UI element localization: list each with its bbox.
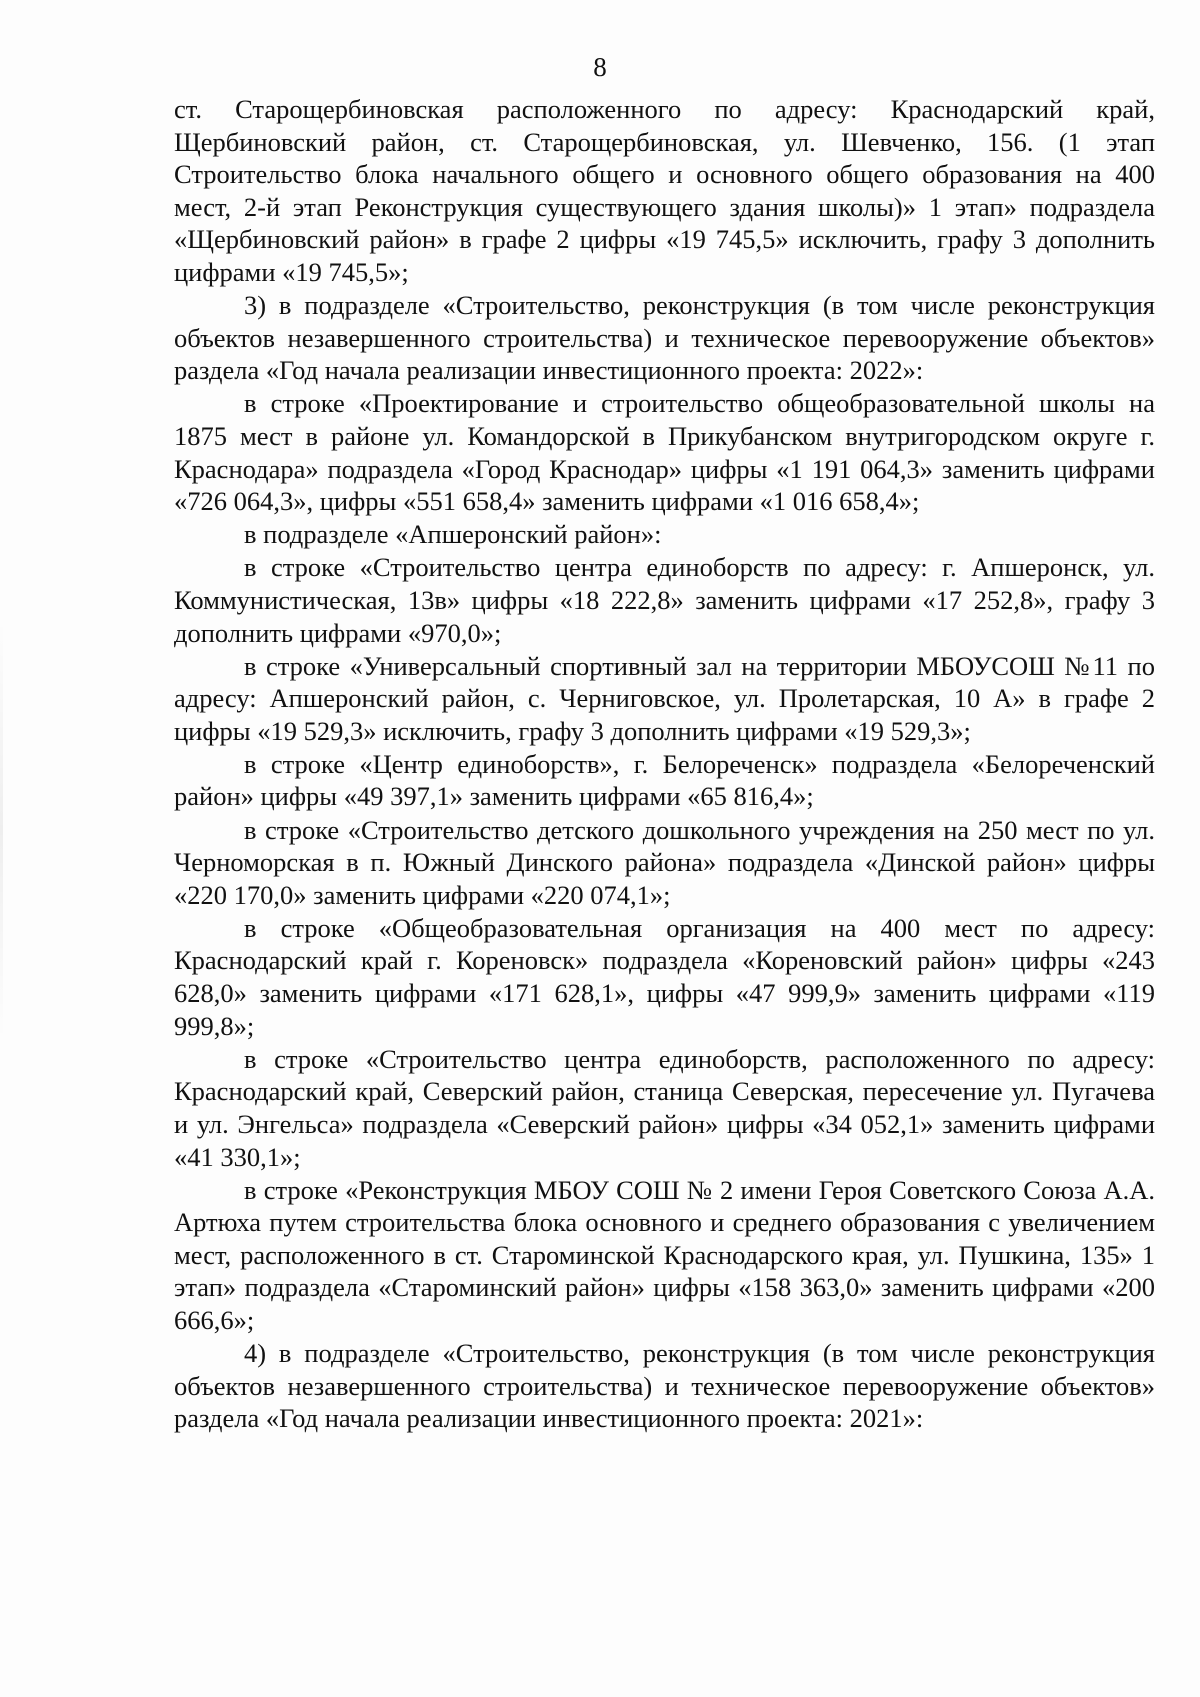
paragraph-item-3: 3) в подразделе «Строительство, реконструкция (в том числе реконструкция объектов незавершенного строительства) и техническое перевооружение объектов» раздела «Год начала реализации инвестиционного проекта: 2022»:	[174, 290, 1155, 386]
paragraph-dinskoy-kindergarten: в строке «Строительство детского дошкольного учреждения на 250 мест по ул. Черноморская в п. Южный Динского района» подраздела «Динской район» цифры «220 170,0» заменить цифрами «220 074,1»;	[174, 814, 1155, 910]
paragraph-universal-sports-hall: в строке «Универсальный спортивный зал на территории МБОУСОШ №11 по адресу: Апшеронский район, с. Черниговское, ул. Пролетарская, 10 А» в графе 2 цифры «19 529,3» исключить, графу 3 дополнить цифрами «19 529,3»;	[174, 650, 1155, 746]
paragraph-seversky-martial-arts: в строке «Строительство центра единоборств, расположенного по адресу: Краснодарский край, Северский район, станица Северская, пересечение ул. Пугачева и ул. Энгельса» подраздела «Северский район» цифры «34 052,1» заменить цифрами «41 330,1»;	[174, 1043, 1155, 1172]
page-number: 8	[593, 52, 607, 82]
scan-edge-shadow	[0, 620, 3, 1040]
document-body	[174, 93, 1155, 1435]
paragraph-apsheronsky-subsection: в подразделе «Апшеронский район»:	[244, 519, 662, 550]
paragraph-item-4: 4) в подразделе «Строительство, реконструкция (в том числе реконструкция объектов незавершенного строительства) и техническое перевооружение объектов» раздела «Год начала реализации инвестиционного проекта: 2021»:	[174, 1338, 1155, 1434]
paragraph-korenovsk-school: в строке «Общеобразовательная организация на 400 мест по адресу: Краснодарский край г. Кореновск» подраздела «Кореновский район» цифры «243 628,0» заменить цифрами «171 628,1», цифры «47 999,9» заменить цифрами «119 999,8»;	[174, 912, 1155, 1041]
paragraph-starominsky-school: в строке «Реконструкция МБОУ СОШ № 2 имени Героя Советского Союза А.А. Артюха путем строительства блока основного и среднего образования с увеличением мест, расположенного в ст. Староминской Краснодарского края, ул. Пушкина, 135» 1 этап» подраздела «Староминский район» цифры «158 363,0» заменить цифрами «200 666,6»;	[174, 1174, 1155, 1335]
paragraph-krasnodar-school: в строке «Проектирование и строительство общеобразовательной школы на 1875 мест в районе ул. Командорской в Прикубанском внутригородском округе г. Краснодара» подраздела «Город Краснодар» цифры «1 191 064,3» заменить цифрами «726 064,3», цифры «551 658,4» заменить цифрами «1 016 658,4»;	[174, 388, 1155, 517]
paragraph-continuation: ст. Старощербиновская расположенного по адресу: Краснодарский край, Щербиновский район, ст. Старощербиновская, ул. Шевченко, 156. (1 этап Строительство блока начального общего и основного общего образования на 400 мест, 2-й этап Реконструкция существующего здания школы)» 1 этап» подраздела «Щербиновский район» в графе 2 цифры «19 745,5» исключить, графу 3 дополнить цифрами «19 745,5»;	[174, 94, 1155, 287]
paragraph-apsheronsk-martial-arts: в строке «Строительство центра единоборств по адресу: г. Апшеронск, ул. Коммунистическая, 13в» цифры «18 222,8» заменить цифрами «17 252,8», графу 3 дополнить цифрами «970,0»;	[174, 552, 1155, 648]
paragraph-belorechensk-center: в строке «Центр единоборств», г. Белореченск» подраздела «Белореченский район» цифры «49 397,1» заменить цифрами «65 816,4»;	[174, 748, 1155, 812]
